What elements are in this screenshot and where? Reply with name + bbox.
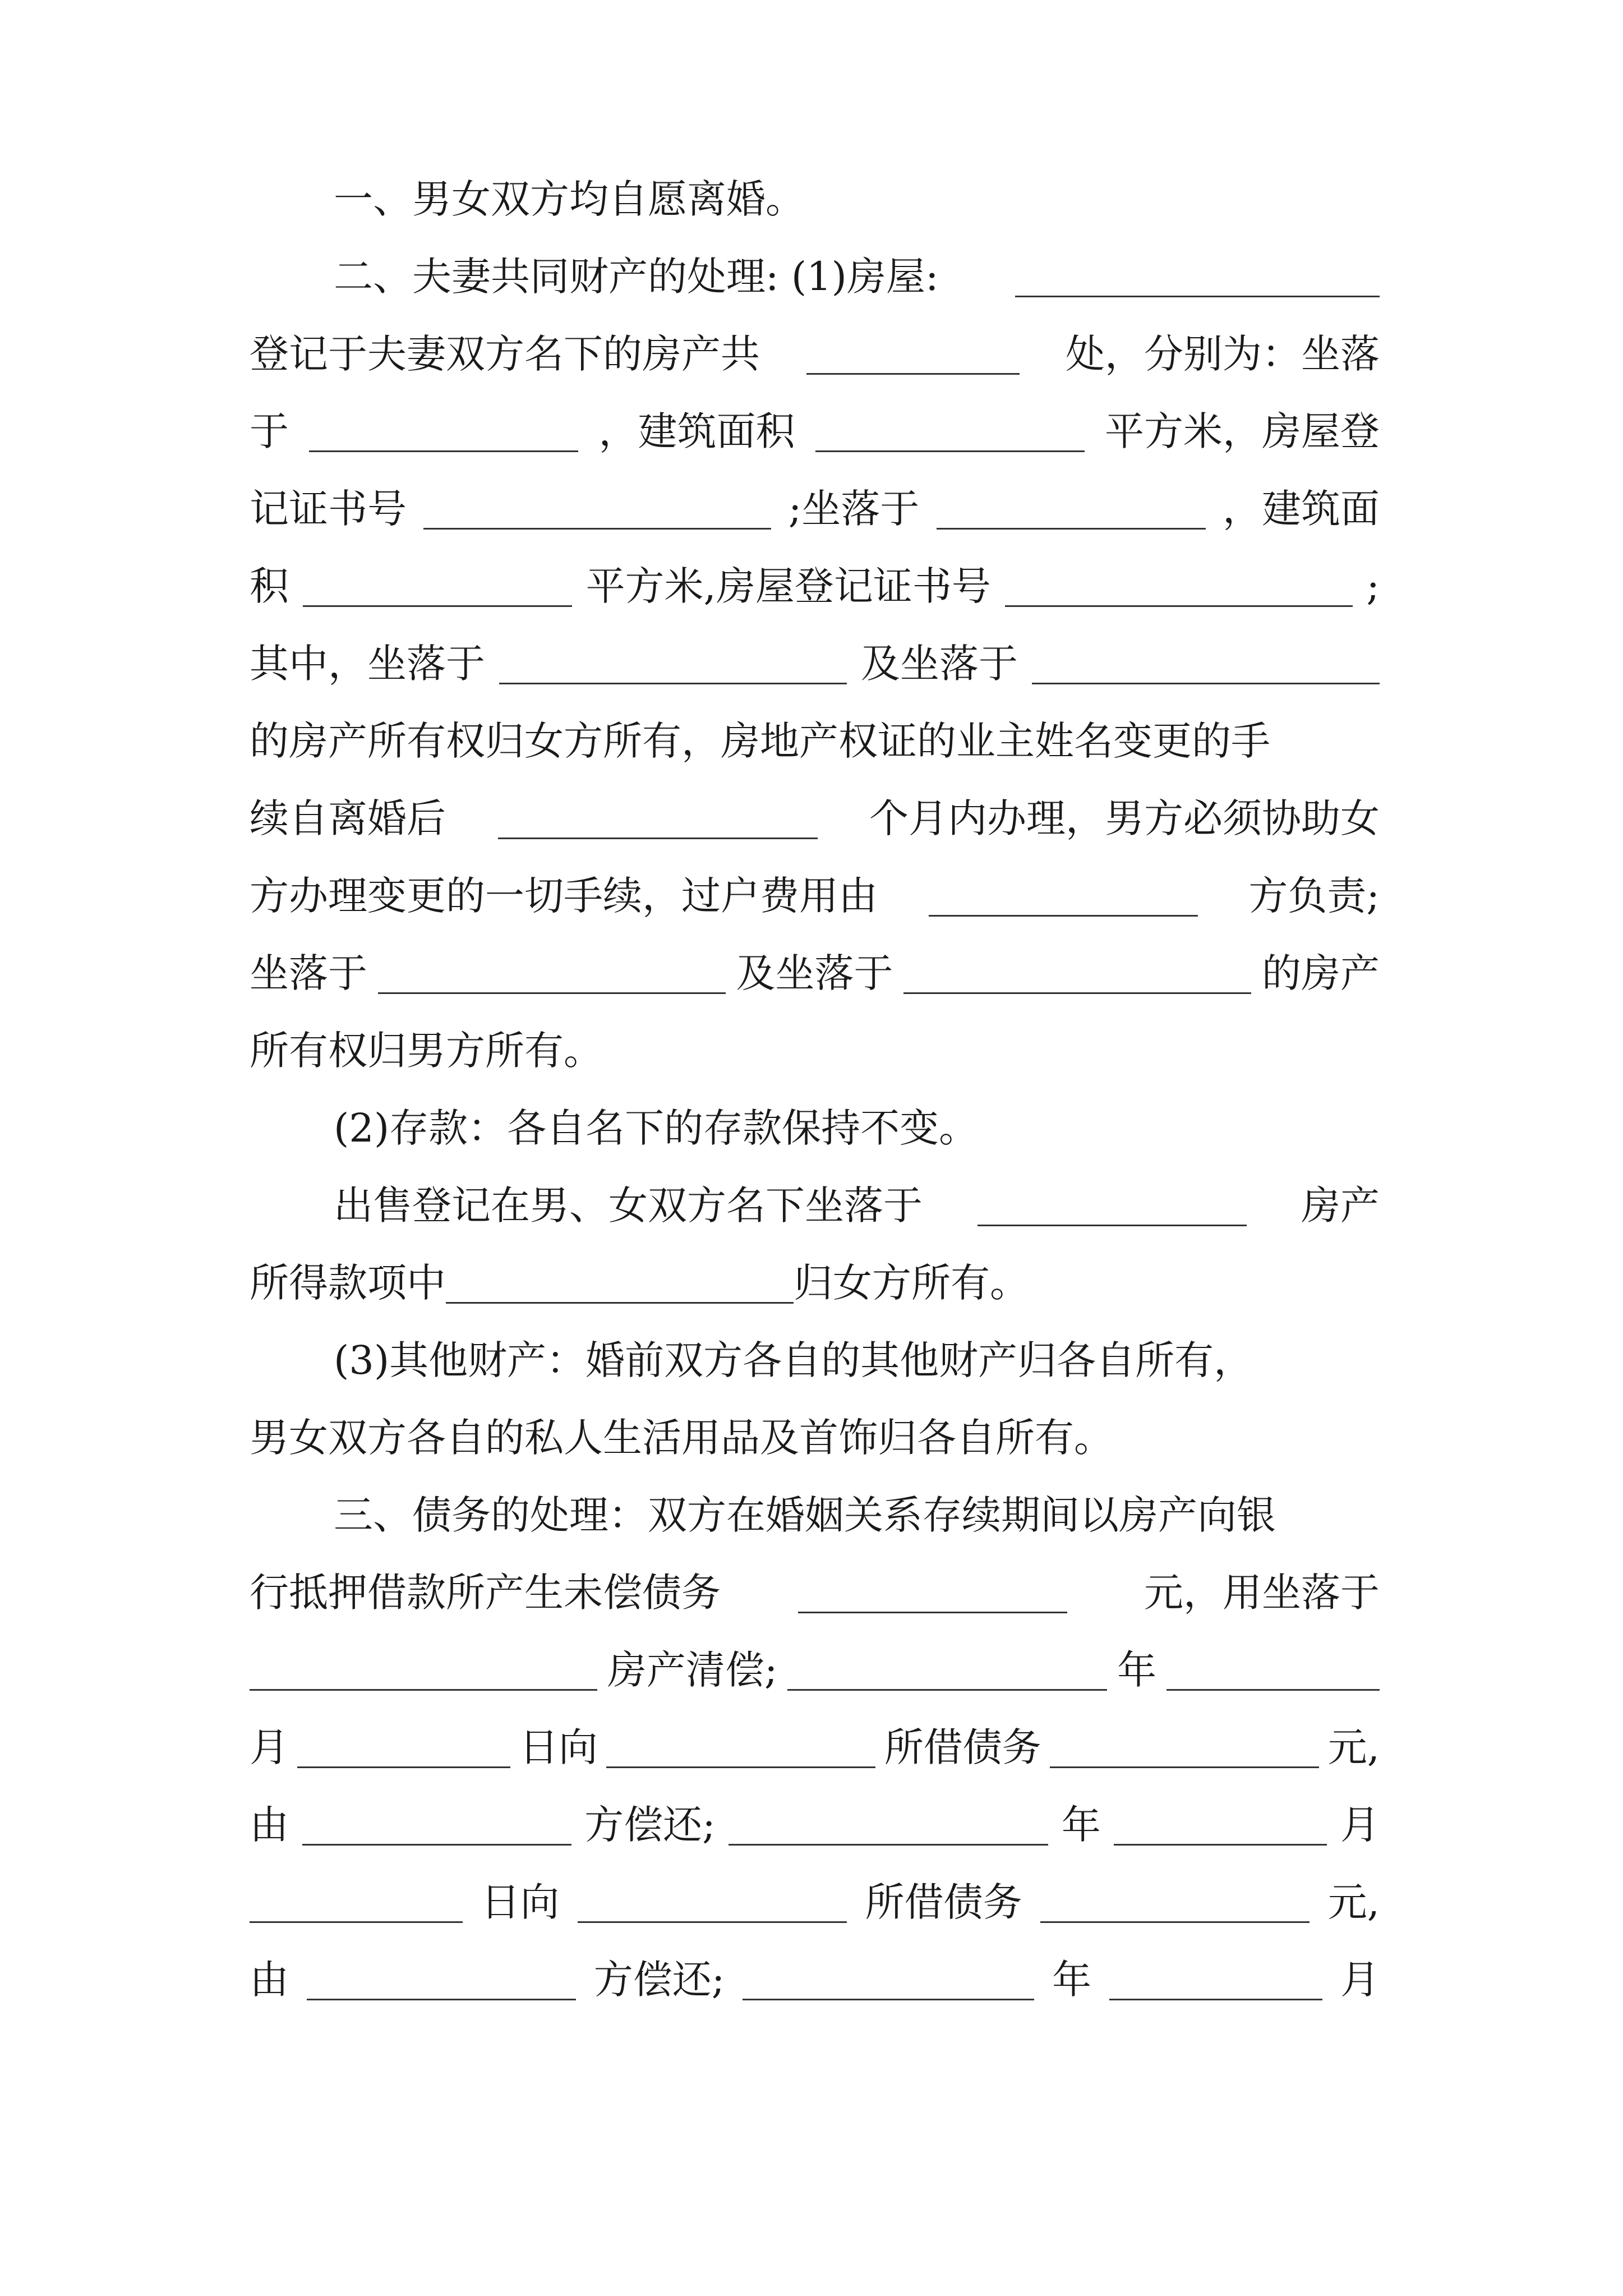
fill-in-blank[interactable] [423,528,771,530]
text-segment: 所借债务 [884,1724,1041,1770]
text-line [250,710,1380,772]
fill-in-blank[interactable] [378,992,726,994]
fill-in-blank[interactable] [446,1302,794,1304]
text-line [334,1097,1380,1159]
text-segment: 房产 [1301,1182,1380,1228]
fill-in-blank[interactable] [798,1612,1067,1613]
text-segment: 行抵押借款所产生未偿债务 [250,1570,721,1616]
fill-in-blank[interactable] [303,605,572,607]
text-segment: 个月内办理，男方必须协助女 [869,795,1380,841]
text-segment: 男女双方各自的私人生活用品及首饰归各自所有。 [250,1415,1113,1461]
text-line [250,865,1380,927]
text-line [250,1252,1380,1314]
fill-in-blank[interactable] [578,1921,847,1923]
text-segment: 续自离婚后 [250,795,446,841]
text-segment: 的房产 [1262,950,1380,996]
text-segment: 元, [1327,1724,1380,1770]
fill-in-blank[interactable] [297,1766,510,1768]
text-segment: (2)存款：各自名下的存款保持不变。 [334,1105,979,1151]
text-segment: 于 [250,408,289,454]
text-line [250,401,1380,462]
text-segment: 年 [1061,1802,1101,1848]
text-segment: 方偿还; [584,1802,716,1848]
fill-in-blank[interactable] [1040,1921,1310,1923]
text-segment: 元，用坐落于 [1144,1570,1380,1616]
text-line [334,1484,1380,1546]
text-line [250,478,1380,540]
text-segment: 二、夫妻共同财产的处理: (1)房屋: [334,254,939,300]
fill-in-blank[interactable] [937,528,1206,530]
text-segment: 平方米，房屋登 [1105,408,1380,454]
text-line [250,1562,1380,1623]
text-line [250,1407,1380,1469]
fill-in-blank[interactable] [728,1844,1048,1846]
text-segment: 三、债务的处理：双方在婚姻关系存续期间以房产向银 [334,1492,1276,1538]
fill-in-blank[interactable] [806,373,1020,375]
text-segment: 所得款项中 [250,1260,446,1306]
text-line [250,1794,1380,1856]
text-segment: 方偿还; [593,1957,725,2003]
text-segment: 及坐落于 [736,950,893,996]
fill-in-blank[interactable] [1032,683,1380,684]
text-line [250,1949,1380,2010]
text-segment: 方负责; [1248,873,1380,919]
text-segment: 月 [1340,1802,1380,1848]
text-segment: 处，分别为：坐落 [1066,331,1380,377]
fill-in-blank[interactable] [307,1999,576,2000]
text-line [250,555,1380,617]
text-segment: 的房产所有权归女方所有，房地产权证的业主姓名变更的手 [250,718,1270,764]
text-segment: 坐落于 [250,950,367,996]
text-segment: 所有权归男方所有。 [250,1028,603,1074]
fill-in-blank[interactable] [1005,605,1353,607]
text-segment: 方办理变更的一切手续，过户费用由 [250,873,878,919]
text-segment: 月 [1340,1957,1380,2003]
text-line [250,1717,1380,1778]
fill-in-blank[interactable] [1166,1689,1380,1691]
text-line [334,168,1380,230]
fill-in-blank[interactable] [250,1921,463,1923]
fill-in-blank[interactable] [929,915,1198,917]
text-line [250,323,1380,385]
text-segment: 记证书号 [250,486,407,532]
text-segment: 积 [250,563,289,609]
text-segment: 年 [1117,1647,1157,1693]
fill-in-blank[interactable] [309,450,578,452]
text-segment: 年 [1052,1957,1092,2003]
fill-in-blank[interactable] [1050,1766,1319,1768]
fill-in-blank[interactable] [815,450,1085,452]
text-segment: 其中，坐落于 [250,641,485,687]
text-line [250,1639,1380,1701]
text-segment: ;坐落于 [788,486,920,532]
text-line [250,1020,1380,1082]
text-line [250,788,1380,849]
text-segment: 登记于夫妻双方名下的房产共 [250,331,760,377]
text-segment: 归女方所有。 [794,1260,1029,1306]
fill-in-blank[interactable] [1114,1844,1327,1846]
text-line [250,633,1380,694]
fill-in-blank[interactable] [1015,296,1380,297]
fill-in-blank[interactable] [1109,1999,1322,2000]
text-segment: 房产清偿; [607,1647,778,1693]
fill-in-blank[interactable] [250,1689,597,1691]
text-line [334,1329,1380,1391]
text-segment: 由 [250,1957,289,2003]
fill-in-blank[interactable] [606,1766,875,1768]
fill-in-blank[interactable] [302,1844,571,1846]
text-line [334,1175,1380,1236]
text-line [250,1871,1380,1933]
text-segment: 日向 [481,1879,560,1925]
text-segment: 由 [250,1802,289,1848]
text-segment: 日向 [519,1724,598,1770]
text-segment: ，建筑面 [1222,486,1380,532]
text-segment: ; [1366,563,1380,609]
text-segment: 一、男女双方均自愿离婚。 [334,176,805,222]
text-segment: 及坐落于 [861,641,1018,687]
text-segment: (3)其他财产：婚前双方各自的其他财产归各自所有， [334,1337,1253,1383]
text-segment: ，建筑面积 [598,408,795,454]
fill-in-blank[interactable] [787,1689,1107,1691]
fill-in-blank[interactable] [498,838,818,839]
text-segment: 月 [250,1724,289,1770]
text-line [250,942,1380,1004]
fill-in-blank[interactable] [743,1999,1034,2000]
text-line [334,246,1380,307]
text-segment: 所借债务 [865,1879,1022,1925]
text-segment: 元, [1327,1879,1380,1925]
fill-in-blank[interactable] [903,992,1251,994]
fill-in-blank[interactable] [978,1225,1247,1226]
text-segment: 出售登记在男、女双方名下坐落于 [334,1182,923,1228]
fill-in-blank[interactable] [499,683,847,684]
text-segment: 平方米,房屋登记证书号 [585,563,991,609]
